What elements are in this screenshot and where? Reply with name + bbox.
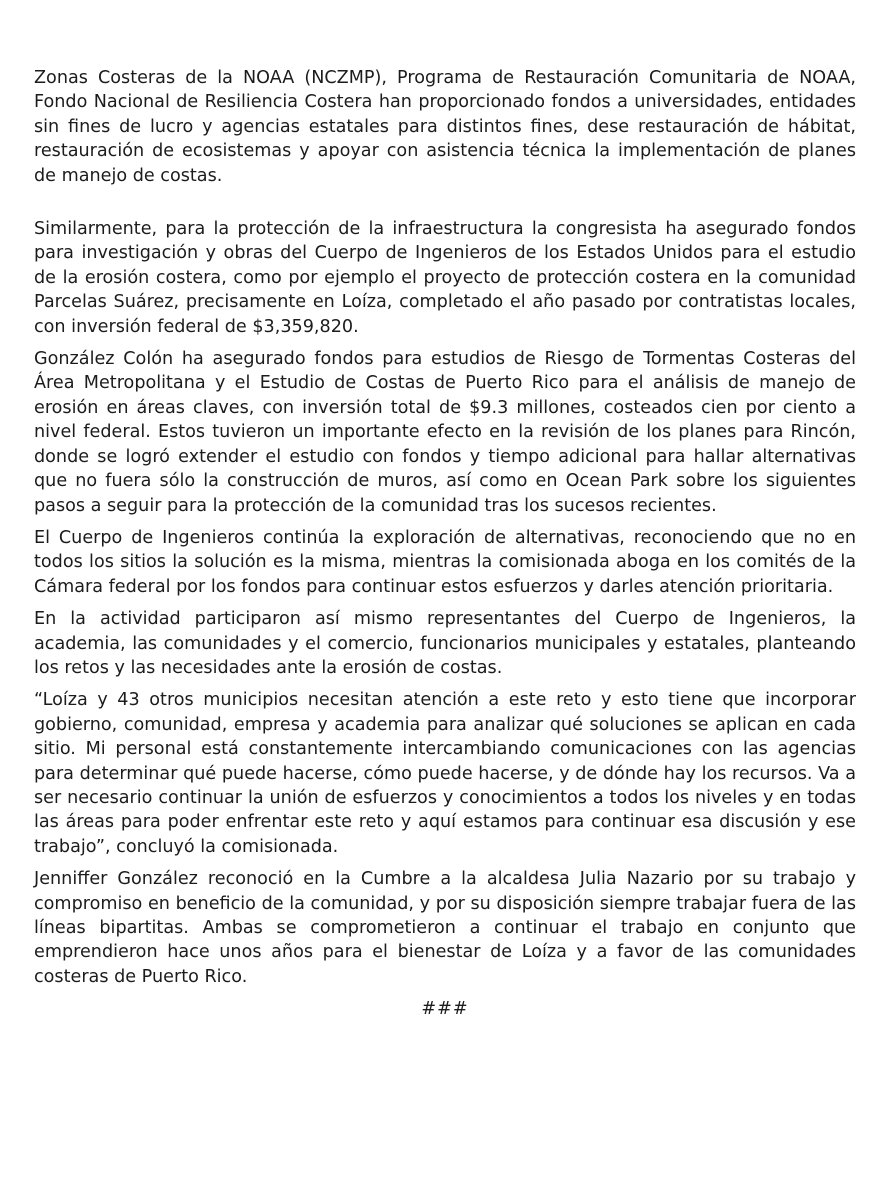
paragraph-commissioner-quote: “Loíza y 43 otros municipios necesitan atención a este reto y esto tiene que incorporar gobierno, comunidad, empresa y academia para analizar qué soluciones se aplican en cada sitio. Mi personal está constantemente intercambiando comunicaciones con las agencias para determinar qué puede hacerse, cómo puede hacerse, y de dónde hay los recursos. Va a ser necesario continuar la unión de esfuerzos y conocimientos a todos los niveles y en todas las áreas para poder enfrentar este reto y aquí estamos para continuar esa discusión y ese trabajo”, concluyó la comisionada.: [34, 690, 856, 857]
paragraph-storm-risk-studies: González Colón ha asegurado fondos para estudios de Riesgo de Tormentas Costeras del Área Metropolitana y el Estudio de Costas de Puerto Rico para el análisis de manejo de erosión en áreas claves, con inversión total de $9.3 millones, costeados cien por ciento a nivel federal. Estos tuvieron un importante efecto en la revisión de los planes para Rincón, donde se logró extender el estudio con fondos y tiempo adicional para hallar alternativas que no fuera sólo la construcción de muros, así como en Ocean Park sobre los siguientes pasos a seguir para la protección de la comunidad tras los sucesos recientes.: [34, 349, 856, 516]
paragraph-infrastructure-protection: Similarmente, para la protección de la infraestructura la congresista ha asegurado fondos para investigación y obras del Cuerpo de Ingenieros de los Estados Unidos para el estudio de la erosión costera, como por ejemplo el proyecto de protección costera en la comunidad Parcelas Suárez, precisamente en Loíza, completado el año pasado por contratistas locales, con inversión federal de $3,359,820.: [34, 219, 856, 337]
end-of-release-mark: ###: [421, 999, 469, 1020]
paragraph-noaa-funding: Zonas Costeras de la NOAA (NCZMP), Programa de Restauración Comunitaria de NOAA, Fondo Nacional de Resiliencia Costera han proporcionado fondos a universidades, entidades sin fines de lucro y agencias estatales para distintos fines, dese restauración de hábitat, restauración de ecosistemas y apoyar con asistencia técnica la implementación de planes de manejo de costas.: [34, 68, 856, 186]
document-body: [34, 66, 856, 1022]
paragraph-corps-of-engineers: El Cuerpo de Ingenieros continúa la exploración de alternativas, reconociendo que no en todos los sitios la solución es la misma, mientras la comisionada aboga en los comités de la Cámara federal por los fondos para continuar estos esfuerzos y darles atención prioritaria.: [34, 527, 856, 597]
paragraph-mayor-recognition: Jenniffer González reconoció en la Cumbre a la alcaldesa Julia Nazario por su trabajo y compromiso en beneficio de la comunidad, y por su disposición siempre trabajar fuera de las líneas bipartitas. Ambas se comprometieron a continuar el trabajo en conjunto que emprendieron hace unos años para el bienestar de Loíza y a favor de las comunidades costeras de Puerto Rico.: [34, 869, 856, 987]
paragraph-activity-participants: En la actividad participaron así mismo representantes del Cuerpo de Ingenieros, la academia, las comunidades y el comercio, funcionarios municipales y estatales, planteando los retos y las necesidades ante la erosión de costas.: [34, 609, 856, 678]
